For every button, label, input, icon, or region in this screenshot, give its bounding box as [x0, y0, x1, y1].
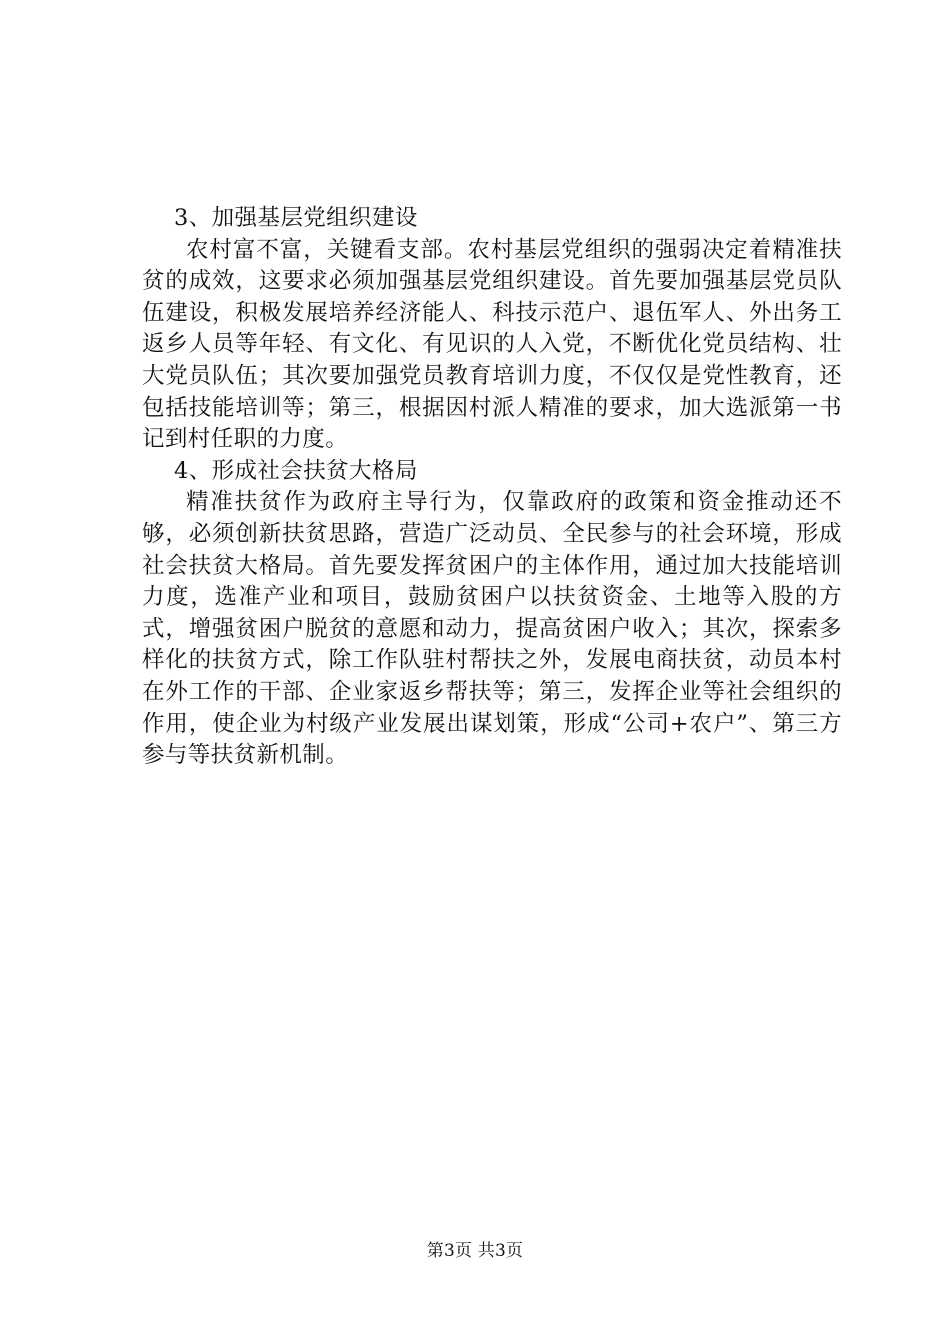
- section-paragraph-3: 农村富不富，关键看支部。农村基层党组织的强弱决定着精准扶贫的成效，这要求必须加强基层党组织建设。首先要加强基层党员队伍建设，积极发展培养经济能人、科技示范户、退伍军人、外出务工返乡人员等年轻、有文化、有见识的人入党，不断优化党员结构、壮大党员队伍；其次要加强党员教育培训力度，不仅仅是党性教育，还包括技能培训等；第三，根据因村派人精准的要求，加大选派第一书记到村任职的力度。: [142, 236, 842, 453]
- page-footer: 第3页 共3页: [426, 1241, 524, 1261]
- section-heading-3: 3、加强基层党组织建设: [174, 205, 418, 231]
- document-body: [142, 203, 842, 772]
- section-heading-4: 4、形成社会扶贫大格局: [174, 457, 418, 484]
- section-paragraph-4: 精准扶贫作为政府主导行为，仅靠政府的政策和资金推动还不够，必须创新扶贫思路，营造广泛动员、全民参与的社会环境，形成社会扶贫大格局。首先要发挥贫困户的主体作用，通过加大技能培训力度，选准产业和项目，鼓励贫困户以扶贫资金、土地等入股的方式，增强贫困户脱贫的意愿和动力，提高贫困户收入；其次，探索多样化的扶贫方式，除工作队驻村帮扶之外，发展电商扶贫，动员本村在外工作的干部、企业家返乡帮扶等；第三，发挥企业等社会组织的作用，使企业为村级产业发展出谋划策，形成“公司+农户”、第三方参与等扶贫新机制。: [142, 489, 842, 769]
